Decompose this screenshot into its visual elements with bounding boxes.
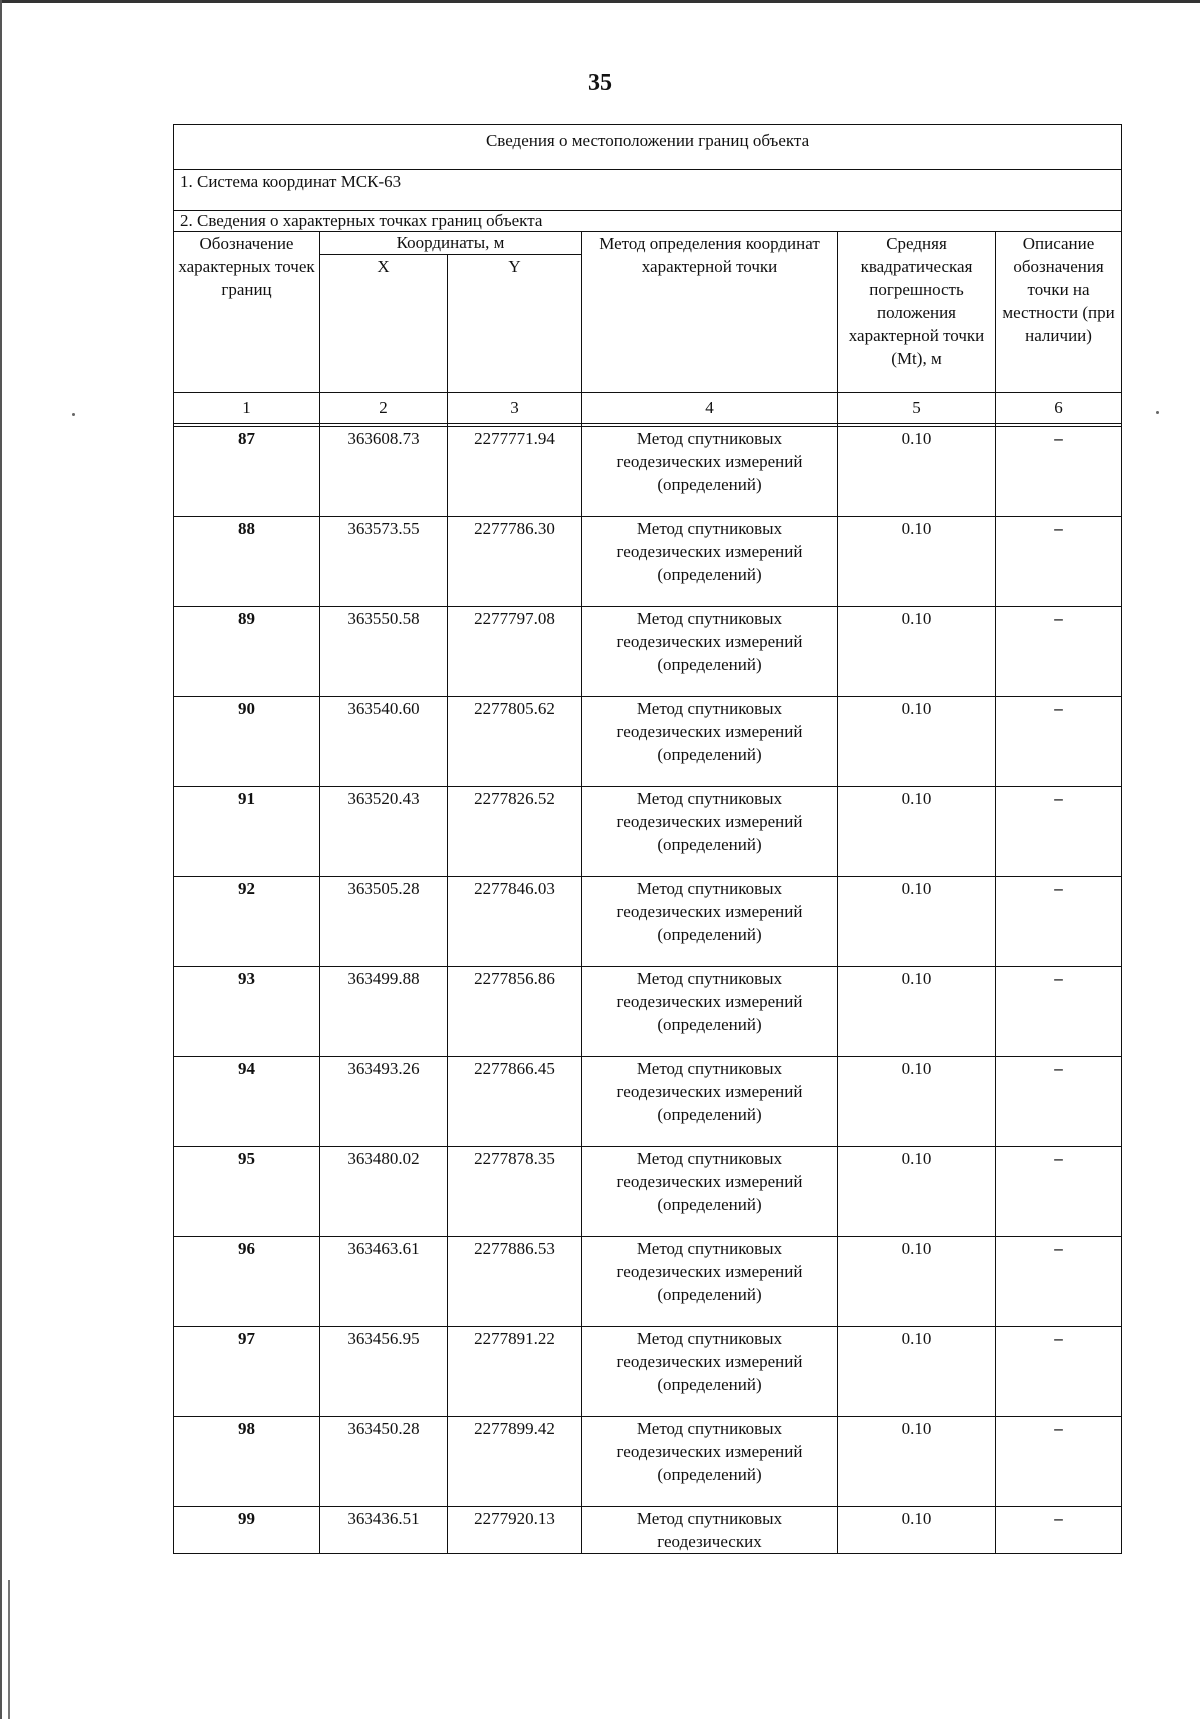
x-coordinate-cell: 363608.73 <box>320 427 448 517</box>
x-coordinate-cell: 363520.43 <box>320 787 448 877</box>
error-cell: 0.10 <box>838 1057 996 1147</box>
scan-edge-left <box>0 0 2 1719</box>
x-coordinate-cell: 363480.02 <box>320 1147 448 1237</box>
method-cell: Метод спутниковых геодезических измерений (определений) <box>582 787 838 877</box>
description-cell: – <box>996 787 1122 877</box>
table-title: Сведения о местоположении границ объекта <box>174 125 1122 170</box>
scan-speck <box>1156 411 1159 414</box>
description-cell: – <box>996 1237 1122 1327</box>
column-number: 6 <box>996 393 1122 424</box>
point-number-cell: 88 <box>174 517 320 607</box>
header-error: Средняя квадратическая погрешность положения характерной точки (Mt), м <box>838 232 996 393</box>
y-coordinate-cell: 2277797.08 <box>448 607 582 697</box>
point-number-cell: 96 <box>174 1237 320 1327</box>
y-coordinate-cell: 2277886.53 <box>448 1237 582 1327</box>
error-cell: 0.10 <box>838 1507 996 1554</box>
point-number-cell: 87 <box>174 427 320 517</box>
point-number-cell: 98 <box>174 1417 320 1507</box>
method-cell: Метод спутниковых геодезических измерений (определений) <box>582 697 838 787</box>
point-number-cell: 90 <box>174 697 320 787</box>
column-number: 2 <box>320 393 448 424</box>
y-coordinate-cell: 2277826.52 <box>448 787 582 877</box>
point-number-cell: 99 <box>174 1507 320 1554</box>
error-cell: 0.10 <box>838 1417 996 1507</box>
header-designation: Обозначение характерных точек границ <box>174 232 320 393</box>
x-coordinate-cell: 363456.95 <box>320 1327 448 1417</box>
header-description: Описание обозначения точки на местности (при наличии) <box>996 232 1122 393</box>
y-coordinate-cell: 2277786.30 <box>448 517 582 607</box>
table-row <box>174 1057 1122 1147</box>
method-cell: Метод спутниковых геодезических измерений (определений) <box>582 1417 838 1507</box>
error-cell: 0.10 <box>838 1147 996 1237</box>
x-coordinate-cell: 363450.28 <box>320 1417 448 1507</box>
description-cell: – <box>996 427 1122 517</box>
method-cell: Метод спутниковых геодезических измерений (определений) <box>582 967 838 1057</box>
y-coordinate-cell: 2277866.45 <box>448 1057 582 1147</box>
x-coordinate-cell: 363573.55 <box>320 517 448 607</box>
scan-edge-top <box>0 0 1200 3</box>
method-cell: Метод спутниковых геодезических измерений (определений) <box>582 517 838 607</box>
point-number-cell: 89 <box>174 607 320 697</box>
y-coordinate-cell: 2277846.03 <box>448 877 582 967</box>
method-cell: Метод спутниковых геодезических измерений (определений) <box>582 1237 838 1327</box>
point-number-cell: 97 <box>174 1327 320 1417</box>
method-cell: Метод спутниковых геодезических измерений (определений) <box>582 877 838 967</box>
error-cell: 0.10 <box>838 967 996 1057</box>
description-cell: – <box>996 517 1122 607</box>
method-cell: Метод спутниковых геодезических измерений (определений) <box>582 607 838 697</box>
table-row <box>174 517 1122 607</box>
description-cell: – <box>996 967 1122 1057</box>
error-cell: 0.10 <box>838 787 996 877</box>
table-row <box>174 787 1122 877</box>
description-cell: – <box>996 1057 1122 1147</box>
x-coordinate-cell: 363505.28 <box>320 877 448 967</box>
table-row <box>174 1237 1122 1327</box>
error-cell: 0.10 <box>838 517 996 607</box>
page-number: 35 <box>588 70 612 96</box>
table-row <box>174 1327 1122 1417</box>
y-coordinate-cell: 2277920.13 <box>448 1507 582 1554</box>
y-coordinate-cell: 2277891.22 <box>448 1327 582 1417</box>
description-cell: – <box>996 1147 1122 1237</box>
header-x: X <box>320 255 448 393</box>
table-row <box>174 697 1122 787</box>
y-coordinate-cell: 2277856.86 <box>448 967 582 1057</box>
coordinate-system: 1. Система координат МСК-63 <box>174 170 1122 211</box>
description-cell: – <box>996 877 1122 967</box>
description-cell: – <box>996 1507 1122 1554</box>
x-coordinate-cell: 363550.58 <box>320 607 448 697</box>
method-cell: Метод спутниковых геодезических измерений (определений) <box>582 1327 838 1417</box>
error-cell: 0.10 <box>838 607 996 697</box>
header-method: Метод определения координат характерной точки <box>582 232 838 393</box>
table-row <box>174 1507 1122 1554</box>
method-cell: Метод спутниковых геодезических измерений (определений) <box>582 1147 838 1237</box>
y-coordinate-cell: 2277899.42 <box>448 1417 582 1507</box>
description-cell: – <box>996 697 1122 787</box>
error-cell: 0.10 <box>838 877 996 967</box>
error-cell: 0.10 <box>838 1327 996 1417</box>
section-title: 2. Сведения о характерных точках границ объекта <box>174 211 1122 232</box>
x-coordinate-cell: 363499.88 <box>320 967 448 1057</box>
y-coordinate-cell: 2277805.62 <box>448 697 582 787</box>
x-coordinate-cell: 363540.60 <box>320 697 448 787</box>
method-cell: Метод спутниковых геодезических измерений (определений) <box>582 1057 838 1147</box>
table-row <box>174 607 1122 697</box>
table-row <box>174 1417 1122 1507</box>
column-number: 3 <box>448 393 582 424</box>
point-number-cell: 91 <box>174 787 320 877</box>
description-cell: – <box>996 607 1122 697</box>
y-coordinate-cell: 2277771.94 <box>448 427 582 517</box>
point-number-cell: 92 <box>174 877 320 967</box>
table-row <box>174 427 1122 517</box>
header-coordinates: Координаты, м <box>320 232 582 255</box>
scan-speck <box>72 413 75 416</box>
table-row <box>174 967 1122 1057</box>
column-number: 1 <box>174 393 320 424</box>
description-cell: – <box>996 1417 1122 1507</box>
x-coordinate-cell: 363463.61 <box>320 1237 448 1327</box>
point-number-cell: 94 <box>174 1057 320 1147</box>
y-coordinate-cell: 2277878.35 <box>448 1147 582 1237</box>
header-y: Y <box>448 255 582 393</box>
x-coordinate-cell: 363493.26 <box>320 1057 448 1147</box>
x-coordinate-cell: 363436.51 <box>320 1507 448 1554</box>
table-row <box>174 1147 1122 1237</box>
error-cell: 0.10 <box>838 697 996 787</box>
scan-mark <box>8 1580 10 1719</box>
error-cell: 0.10 <box>838 1237 996 1327</box>
error-cell: 0.10 <box>838 427 996 517</box>
boundary-points-table <box>173 124 1122 1554</box>
method-cell: Метод спутниковых геодезических измерений (определений) <box>582 427 838 517</box>
description-cell: – <box>996 1327 1122 1417</box>
point-number-cell: 95 <box>174 1147 320 1237</box>
method-cell: Метод спутниковых геодезических <box>582 1507 838 1554</box>
column-number: 4 <box>582 393 838 424</box>
table-row <box>174 877 1122 967</box>
point-number-cell: 93 <box>174 967 320 1057</box>
column-number: 5 <box>838 393 996 424</box>
